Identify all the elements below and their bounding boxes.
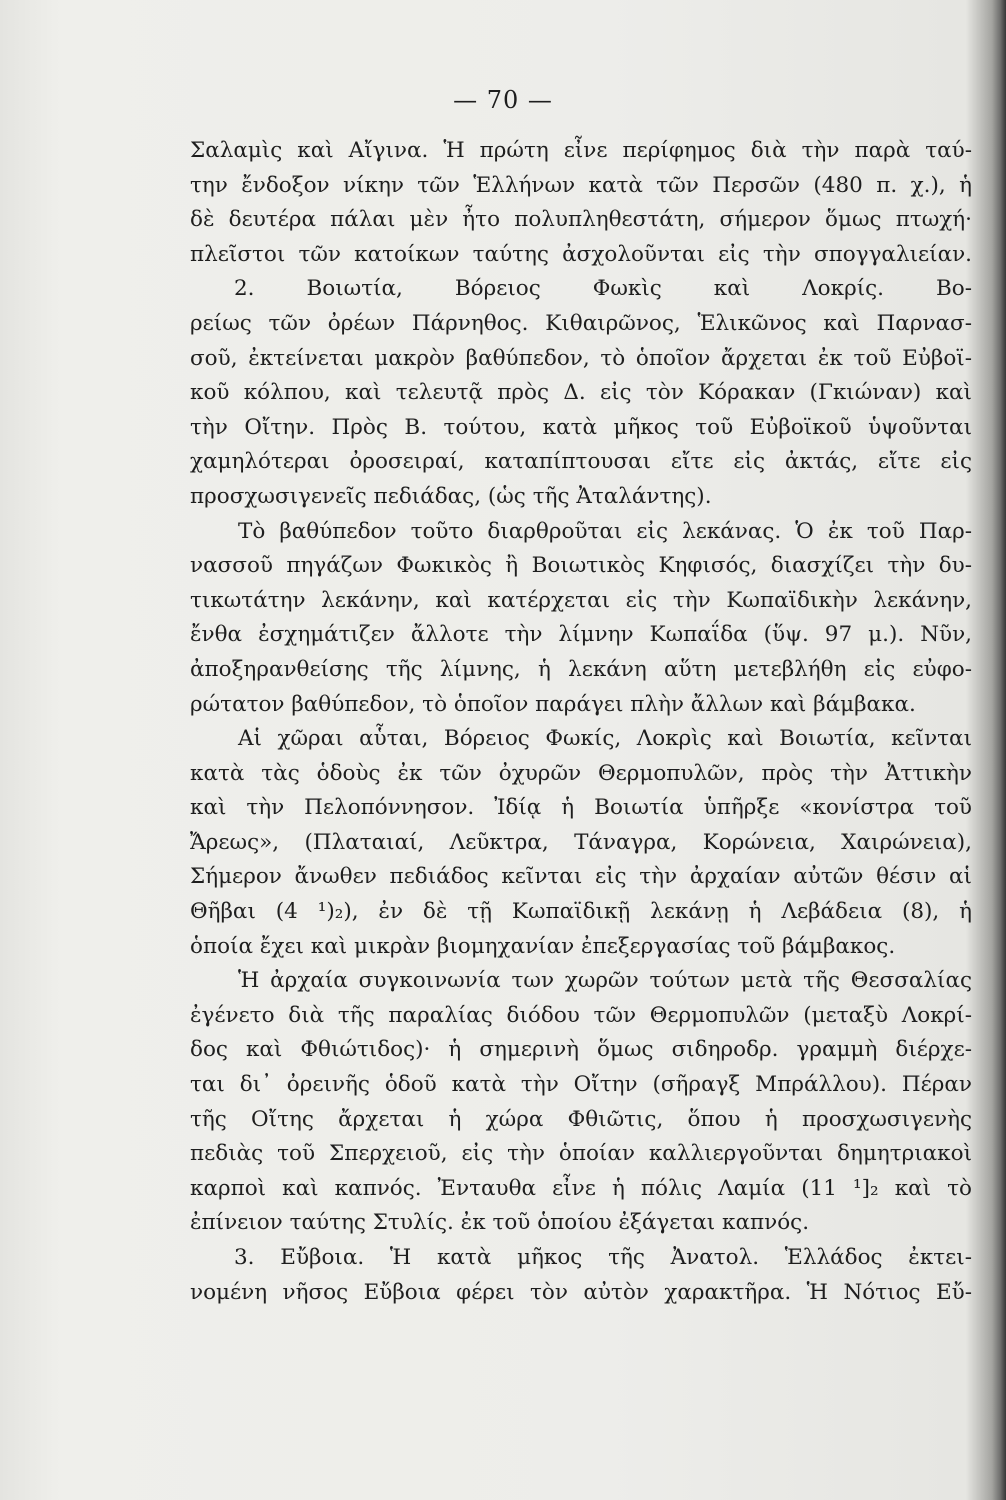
text-line: Ἄρεως», (Πλαταιαί, Λεῦκτρα, Τάναγρα, Κορώνεια, Χαιρώνεια), xyxy=(190,829,972,855)
text-line: προσχωσιγενεῖς πεδιάδας, (ὡς τῆς Ἀταλάντης). xyxy=(190,483,712,509)
body-text xyxy=(190,134,972,1310)
text-line: πλεῖστοι τῶν κατοίκων ταύτης ἀσχολοῦνται εἰς τὴν σπογγαλιείαν. xyxy=(190,241,972,267)
text-line: πεδιὰς τοῦ Σπερχειοῦ, εἰς τὴν ὁποίαν καλλιεργοῦνται δημητριακοὶ xyxy=(190,1141,972,1167)
text-line: 2. Βοιωτία, Βόρειος Φωκὶς καὶ Λοκρίς. Βο- xyxy=(234,276,972,302)
text-line: τῆς Οἴτης ἄρχεται ἡ χώρα Φθιῶτις, ὅπου ἡ προσχωσιγενὴς xyxy=(190,1106,972,1132)
page-edge-shadow xyxy=(992,0,1006,1500)
text-line: ἐπίνειον ταύτης Στυλίς. ἐκ τοῦ ὁποίου ἐξάγεται καπνός. xyxy=(190,1210,810,1236)
text-line: Θῆβαι (4 ¹)₂), ἐν δὲ τῇ Κωπαϊδικῇ λεκάνῃ ἡ Λεβάδεια (8), ἡ xyxy=(190,899,972,925)
text-line: 3. Εὔβοια. Ἡ κατὰ μῆκος τῆς Ἀνατολ. Ἑλλάδος ἐκτει- xyxy=(234,1245,972,1270)
text-line: Αἱ χῶραι αὗται, Βόρειος Φωκίς, Λοκρὶς καὶ Βοιωτία, κεῖνται xyxy=(238,726,972,752)
text-line: ἐγένετο διὰ τῆς παραλίας διόδου τῶν Θερμοπυλῶν (μεταξὺ Λοκρί- xyxy=(190,1002,972,1028)
text-line: ρείως τῶν ὀρέων Πάρνηθος. Κιθαιρῶνος, Ἑλικῶνος καὶ Παρνασ- xyxy=(190,310,972,336)
page-number: — 70 — xyxy=(453,86,553,114)
text-line: τικωτάτην λεκάνην, καὶ κατέρχεται εἰς τὴν Κωπαϊδικὴν λεκάνην, xyxy=(190,587,972,613)
text-line: καρποὶ καὶ καπνός. Ἐνταυθα εἶνε ἡ πόλις Λαμία (11 ¹]₂ καὶ τὸ xyxy=(190,1175,972,1201)
text-line: τὴν Οἴτην. Πρὸς Β. τούτου, κατὰ μῆκος τοῦ Εὐβοϊκοῦ ὑψοῦνται xyxy=(190,414,972,440)
text-line: σοῦ, ἐκτείνεται μακρὸν βαθύπεδον, τὸ ὁποῖον ἄρχεται ἐκ τοῦ Εὐβοϊ- xyxy=(190,345,972,371)
text-line: την ἔνδοξον νίκην τῶν Ἑλλήνων κατὰ τῶν Περσῶν (480 π. χ.), ἡ xyxy=(190,172,972,198)
text-line: χαμηλότεραι ὀροσειραί, καταπίπτουσαι εἴτε εἰς ἀκτάς, εἴτε εἰς xyxy=(190,449,972,475)
text-line: κοῦ κόλπου, καὶ τελευτᾷ πρὸς Δ. εἰς τὸν Κόρακαν (Γκιώναν) καὶ xyxy=(190,380,972,406)
text-line: Τὸ βαθύπεδον τοῦτο διαρθροῦται εἰς λεκάνας. Ὁ ἐκ τοῦ Παρ- xyxy=(238,518,972,544)
text-line: καὶ τὴν Πελοπόννησον. Ἰδίᾳ ἡ Βοιωτία ὑπῆρξε «κονίστρα τοῦ xyxy=(190,795,972,821)
text-line: ἀποξηρανθείσης τῆς λίμνης, ἡ λεκάνη αὕτη μετεβλήθη εἰς εὐφο- xyxy=(190,656,972,682)
text-line: Σήμερον ἄνωθεν πεδιάδος κεῖνται εἰς τὴν ἀρχαίαν αὐτῶν θέσιν αἱ xyxy=(190,864,972,890)
text-line: δὲ δευτέρα πάλαι μὲν ἦτο πολυπληθεστάτη, σήμερον ὅμως πτωχή· xyxy=(190,207,972,233)
text-line: Ἡ ἀρχαία συγκοινωνία των χωρῶν τούτων μετὰ τῆς Θεσσαλίας xyxy=(238,968,972,994)
text-line: κατὰ τὰς ὁδοὺς ἐκ τῶν ὀχυρῶν Θερμοπυλῶν, πρὸς τὴν Ἀττικὴν xyxy=(190,760,972,786)
text-line: δος καὶ Φθιώτιδος)· ἡ σημερινὴ ὅμως σιδηροδρ. γραμμὴ διέρχε- xyxy=(190,1037,972,1063)
text-line: ρώτατον βαθύπεδον, τὸ ὁποῖον παράγει πλὴν ἄλλων καὶ βάμβακα. xyxy=(190,691,916,717)
text-line: ται δι᾽ ὀρεινῆς ὁδοῦ κατὰ τὴν Οἴτην (σῆραγξ Μπράλλου). Πέραν xyxy=(190,1072,972,1098)
text-line: ὁποία ἔχει καὶ μικρὰν βιομηχανίαν ἐπεξεργασίας τοῦ βάμβακος. xyxy=(190,933,896,959)
text-line: νασσοῦ πηγάζων Φωκικὸς ἢ Βοιωτικὸς Κηφισός, διασχίζει τὴν δυ- xyxy=(190,553,972,579)
text-line: ἔνθα ἐσχημάτιζεν ἄλλοτε τὴν λίμνην Κωπαΐδα (ὕψ. 97 μ.). Νῦν, xyxy=(190,622,972,648)
text-line: νομένη νῆσος Εὔβοια φέρει τὸν αὐτὸν χαρακτῆρα. Ἡ Νότιος Εὔ- xyxy=(190,1279,972,1305)
text-line: Σαλαμὶς καὶ Αἴγινα. Ἡ πρώτη εἶνε περίφημος διὰ τὴν παρὰ ταύ- xyxy=(190,138,972,163)
